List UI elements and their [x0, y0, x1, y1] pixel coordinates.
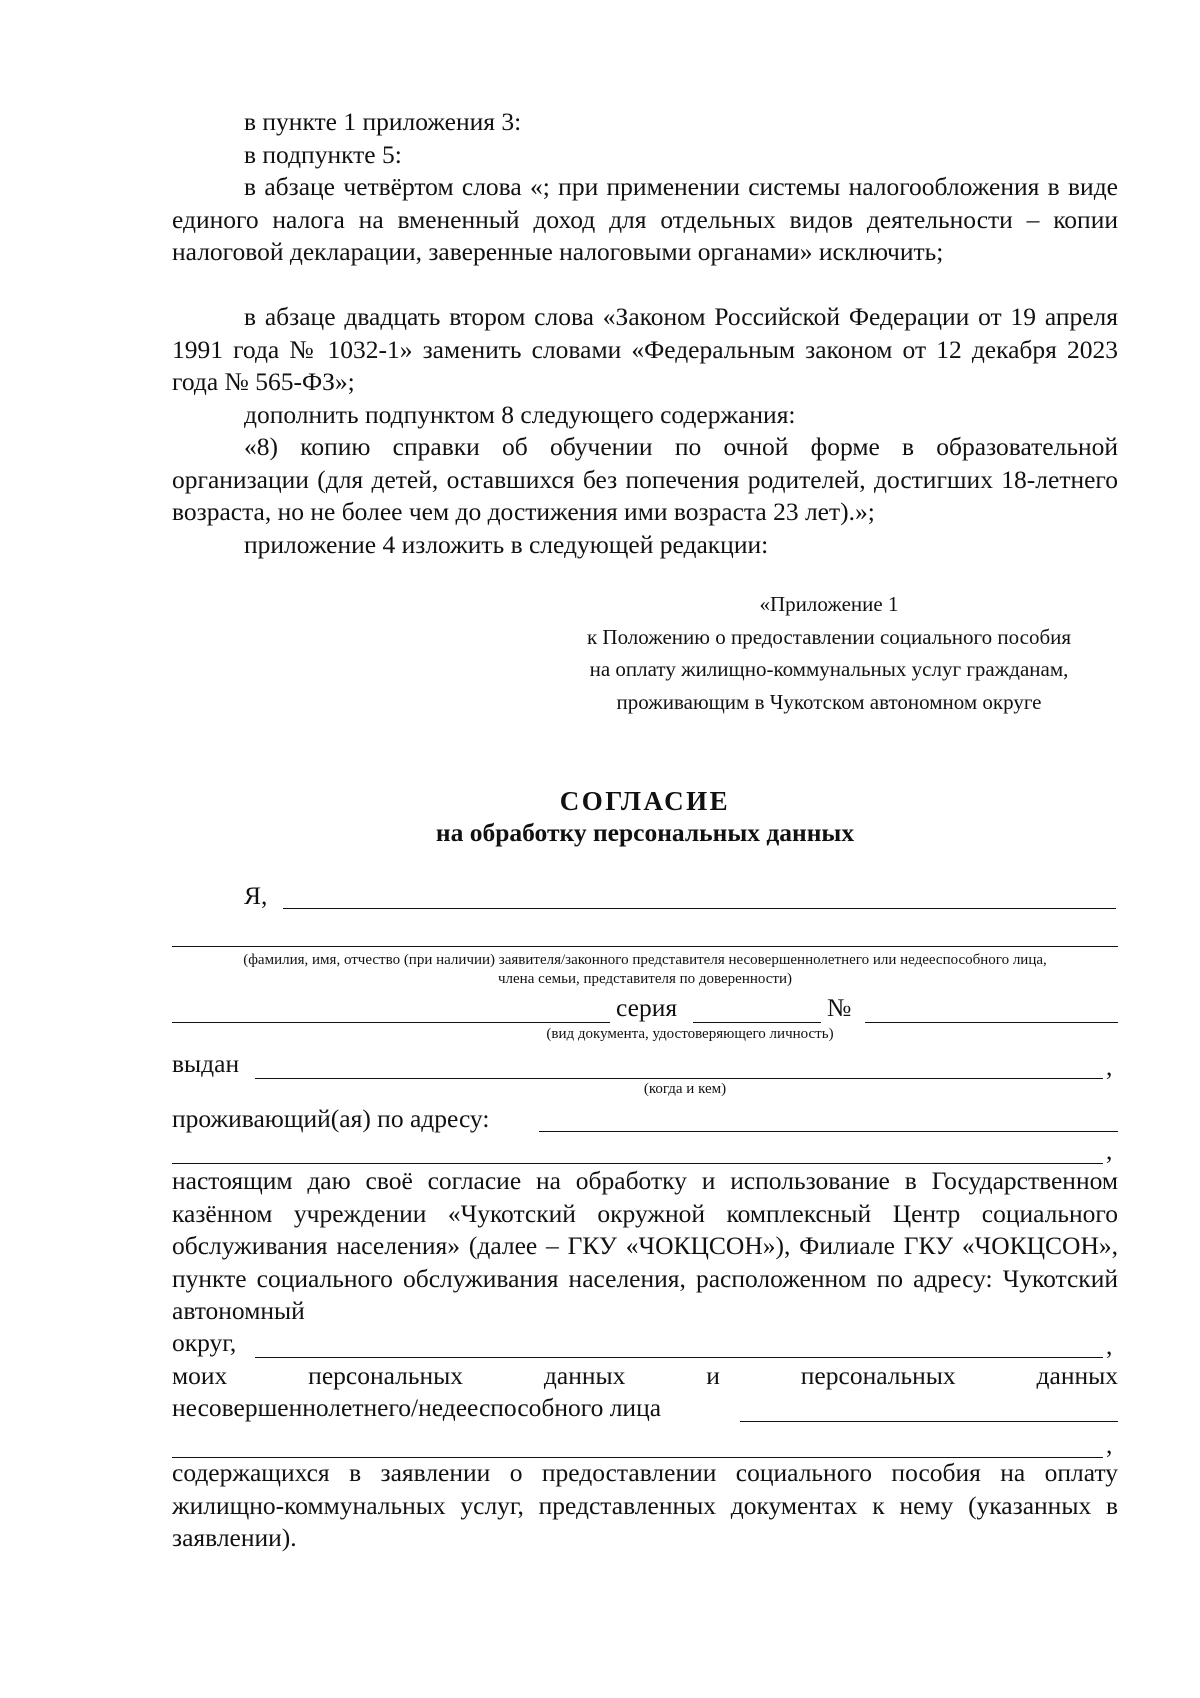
my-data-line: моих персональных данных и персональных данных — [172, 1360, 1118, 1390]
issued-label: выдан — [172, 1049, 240, 1078]
address-label: проживающий(ая) по адресу: — [172, 1104, 490, 1133]
address-comma: , — [1106, 1136, 1113, 1165]
appendix-header-line-2: к Положению о предоставлении социального пособия — [586, 624, 1072, 649]
okrug-comma: , — [1106, 1331, 1113, 1360]
amendment-paragraph-4: в абзаце двадцать втором слова «Законом Российской Федерации от 19 апреля 1991 года № 1032-1» заменить словами «Федеральным законом от 12 декабря 2023 года № 565-ФЗ»; — [172, 302, 1118, 396]
appendix-header-line-3: на оплату жилищно-коммунальных услуг гражданам, — [589, 657, 1069, 681]
amendment-line-5: дополнить подпунктом 8 следующего содержания: — [244, 399, 796, 429]
issued-comma: , — [1106, 1052, 1113, 1081]
form-title: СОГЛАСИЕ — [559, 786, 731, 816]
document-type-field[interactable] — [172, 1022, 610, 1023]
minor-label: несовершеннолетнего/недееспособного лица — [172, 1393, 662, 1422]
issued-caption: (когда и кем) — [643, 1081, 727, 1097]
okrug-label: округ, — [172, 1328, 237, 1357]
amendment-paragraph-3: в абзаце четвёртом слова «; при применении системы налогообложения в виде единого налога на вмененный доход для отдельных видов деятельности – копии налоговой декларации, заверенные налоговыми органами» исключить; — [172, 172, 1118, 266]
amendment-paragraph-6: «8) копию справки об обучении по очной форме в образовательной организации (для детей, оставшихся без попечения родителей, достигших 18-летнего возраста, но не более чем до достижения ими возраста 23 лет).»; — [172, 432, 1118, 526]
number-label: № — [827, 993, 852, 1022]
consent-paragraph: настоящим даю своё согласие на обработку и использование в Государственном казённом учреждении «Чукотский окружной комплексный Центр социального обслуживания населения» (далее – ГКУ «ЧОКЦСОН»), Филиале ГКУ «ЧОКЦСОН», пункте социального обслуживания населения, расположенном по адресу: Чукотский автономный — [172, 1166, 1118, 1325]
issued-field[interactable] — [255, 1078, 1103, 1079]
i-label: Я, — [244, 881, 268, 910]
name-field-line-1[interactable] — [283, 908, 1116, 909]
final-paragraph: содержащихся в заявлении о предоставлении социального пособия на оплату жилищно-коммунальных услуг, представленных документах к нему (указанных в заявлении). — [172, 1458, 1118, 1552]
amendment-line-1: в пункте 1 приложения 3: — [244, 107, 522, 136]
series-field[interactable] — [693, 1022, 821, 1023]
address-field-line-2[interactable] — [172, 1163, 1103, 1164]
amendment-line-7: приложение 4 изложить в следующей редакции: — [244, 529, 769, 559]
okrug-field[interactable] — [255, 1357, 1103, 1358]
number-field[interactable] — [865, 1022, 1118, 1023]
appendix-header-line-4: проживающим в Чукотском автономном округе — [616, 689, 1042, 714]
appendix-header-line-1: «Приложение 1 — [759, 592, 899, 616]
minor-field-line-1[interactable] — [740, 1421, 1118, 1422]
amendment-line-2: в подпункте 5: — [244, 139, 402, 169]
minor-comma: , — [1106, 1430, 1113, 1459]
form-subtitle: на обработку персональных данных — [435, 818, 855, 847]
document-caption: (вид документа, удостоверяющего личность) — [546, 1026, 834, 1042]
address-field-line-1[interactable] — [539, 1131, 1118, 1132]
name-caption: (фамилия, имя, отчество (при наличии) заявителя/законного представителя несовершеннолетнего или недееспособного лица, члена семьи, представителя по доверенности) — [243, 952, 1047, 987]
name-field-line-2[interactable] — [172, 946, 1118, 947]
series-label: серия — [616, 993, 678, 1022]
